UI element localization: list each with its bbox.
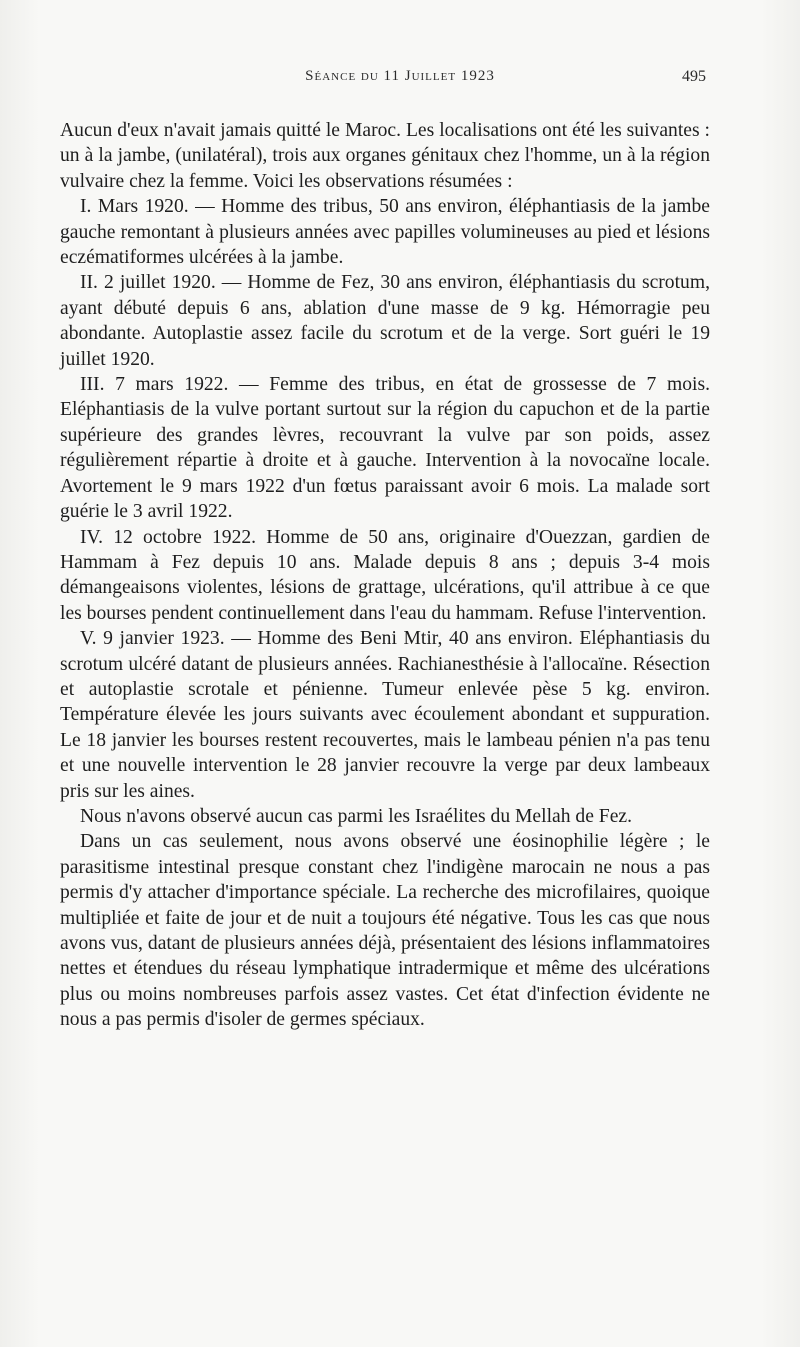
page-header [90, 68, 710, 98]
paragraph-conclusion: Dans un cas seulement, nous avons observé une éosinophilie légère ; le parasitisme intestinal presque constant chez l'indigène marocain ne nous a pas permis d'y attacher d'importance spéciale. La recherche des microfilaires, quoique multipliée et faite de jour et de nuit a toujours été négative. Tous les cas que nous avons vus, datant de plusieurs années déjà, présentaient des lésions inflammatoires nettes et étendues du réseau lymphatique intradermique et même des ulcérations plus ou moins nombreuses parfois assez vastes. Cet état d'infection évidente ne nous a pas permis d'isoler de germes spéciaux. [60, 831, 710, 1031]
paragraph-mellah: Nous n'avons observé aucun cas parmi les Israélites du Mellah de Fez. [80, 805, 632, 827]
observation-1: I. Mars 1920. — Homme des tribus, 50 ans environ, éléphantiasis de la jambe gauche remontant à plusieurs années avec papilles volumineuses au pied et lésions eczématiformes ulcérées à la jambe. [60, 196, 710, 269]
paragraph-intro: Aucun d'eux n'avait jamais quitté le Maroc. Les localisations ont été les suivantes : un à la jambe, (unilatéral), trois aux organes génitaux chez l'homme, un à la région vulvaire chez la femme. Voici les observations résumées : [60, 120, 710, 192]
page-number: 495 [682, 68, 706, 85]
observation-2: II. 2 juillet 1920. — Homme de Fez, 30 ans environ, éléphantiasis du scrotum, ayant débuté depuis 6 ans, ablation d'une masse de 9 kg. Hémorragie peu abondante. Autoplastie assez facile du scrotum et de la verge. Sort guéri le 19 juillet 1920. [60, 272, 710, 370]
observation-3: III. 7 mars 1922. — Femme des tribus, en état de grossesse de 7 mois. Eléphantiasis de la vulve portant surtout sur la région du capuchon et de la partie supérieure des grandes lèvres, recouvrant la vulve par son poids, assez régulièrement répartie à droite et à gauche. Intervention à la novocaïne locale. Avortement le 9 mars 1922 d'un fœtus paraissant avoir 6 mois. La malade sort guérie le 3 avril 1922. [60, 374, 710, 523]
observation-4: IV. 12 octobre 1922. Homme de 50 ans, originaire d'Ouezzan, gardien de Hammam à Fez depuis 10 ans. Malade depuis 8 ans ; depuis 3-4 mois démangeaisons violentes, lésions de grattage, ulcérations, qu'il attribue à ce que les bourses pendent continuellement dans l'eau du hammam. Refuse l'intervention. [60, 526, 710, 624]
body-text [60, 118, 710, 1033]
running-title: Séance du 11 Juillet 1923 [305, 68, 495, 84]
observation-5: V. 9 janvier 1923. — Homme des Beni Mtir, 40 ans environ. Eléphantiasis du scrotum ulcéré datant de plusieurs années. Rachianesthésie à l'allocaïne. Résection et autoplastie scrotale et pénienne. Tumeur enlevée pèse 5 kg. environ. Température élevée les jours suivants avec écoulement abondant et suppuration. Le 18 janvier les bourses restent recouvertes, mais le lambeau pénien n'a pas tenu et une nouvelle intervention le 28 janvier recouvre la verge par deux lambeaux pris sur les aines. [60, 628, 710, 802]
